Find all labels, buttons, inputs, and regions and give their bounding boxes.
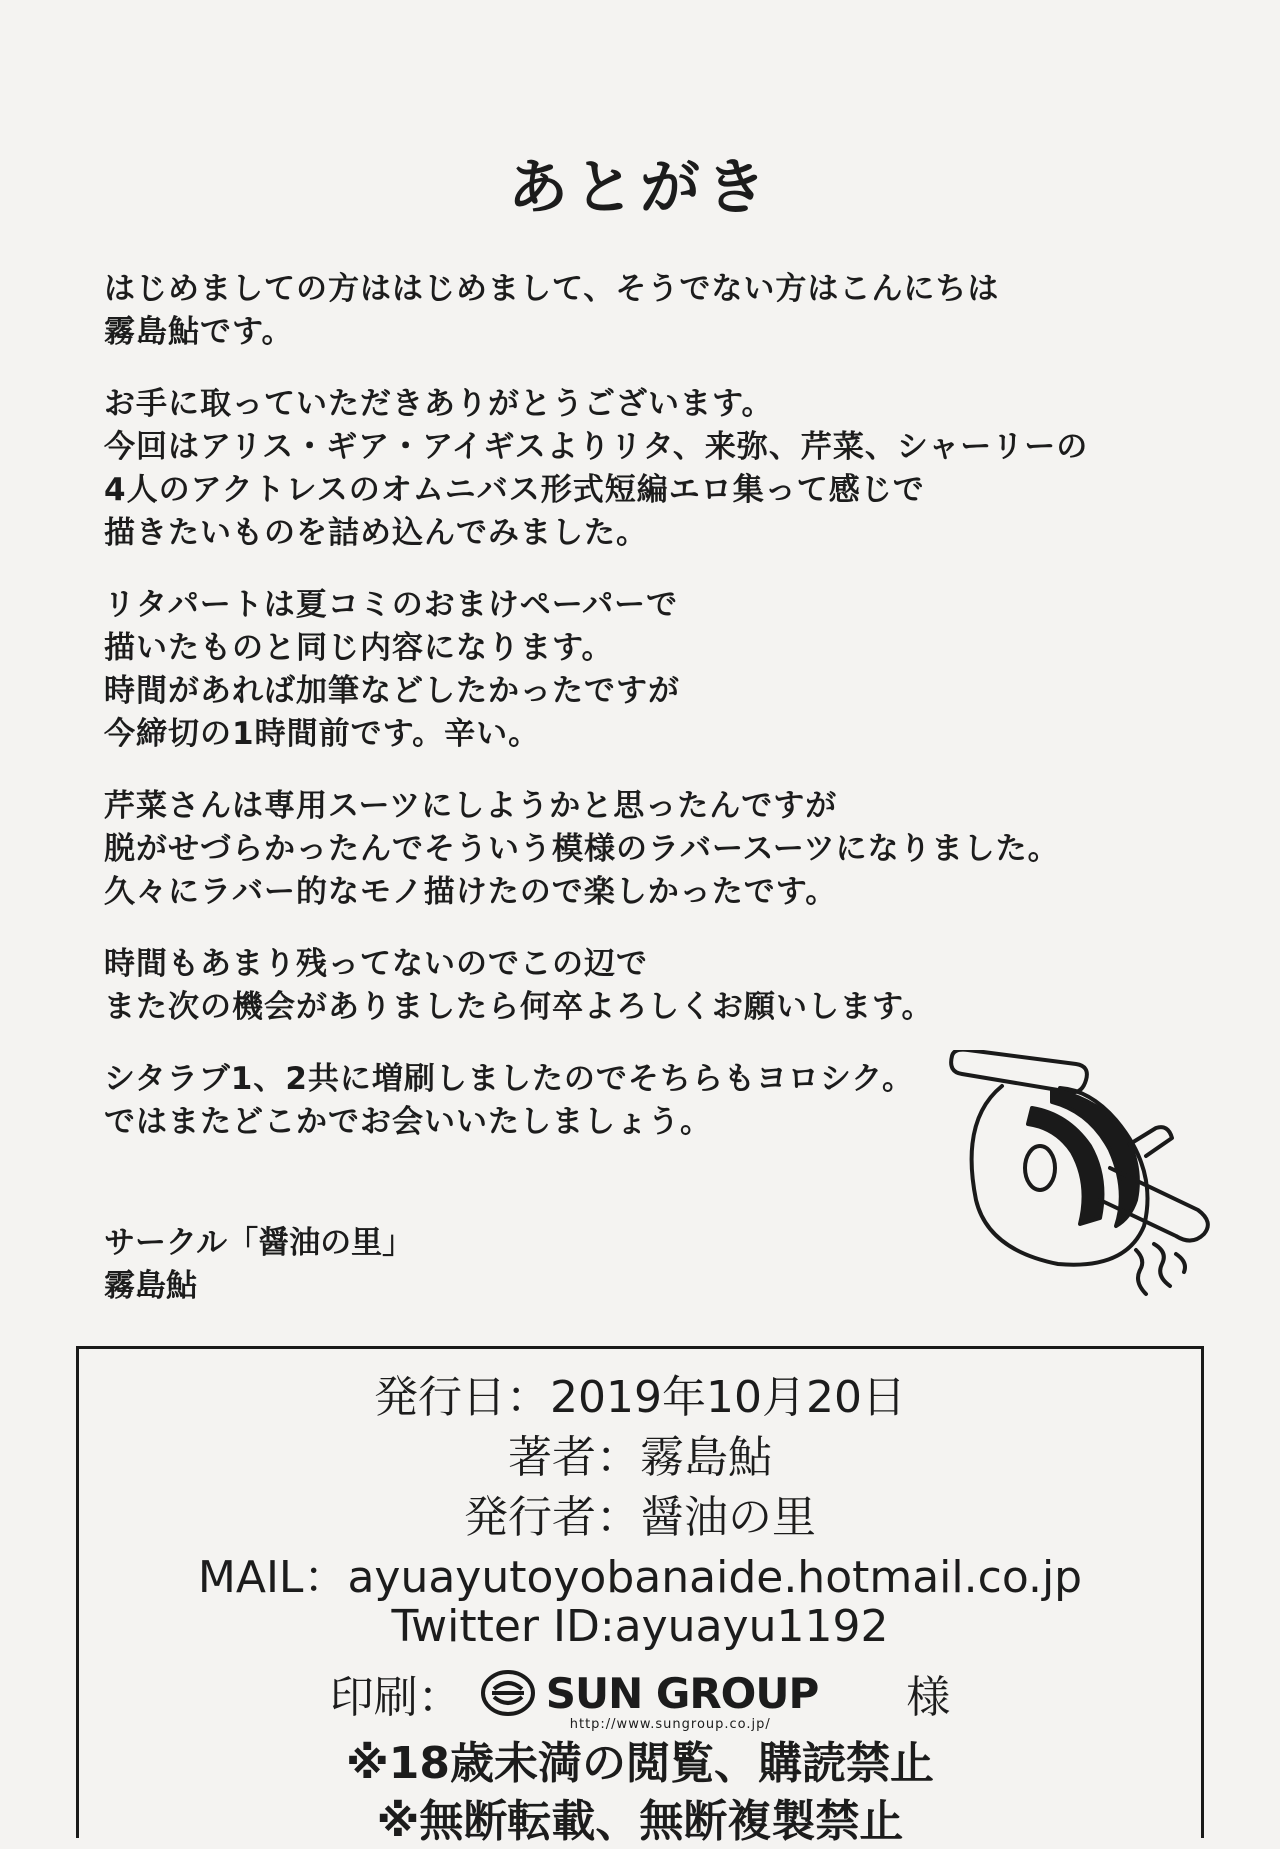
sun-group-logo-icon [480,1669,536,1717]
text-line: 時間があれば加筆などしたかったですが [104,673,680,709]
publisher-credit: 発行者：醤油の里 [464,1492,816,1543]
printer-info [329,1661,951,1732]
text-line: 4人のアクトレスのオムニバス形式短編エロ集って感じで [104,472,925,508]
age-notice: ※18歳未満の閲覧、購読禁止 [345,1738,934,1789]
page-title: あとがき [508,153,772,223]
printer-url: http://www.sungroup.co.jp/ [569,1716,771,1732]
text-line: 脱がせづらかったんでそういう模様のラバースーツになりました。 [104,831,1060,867]
soy-sauce-pot-drawing [940,1050,1240,1310]
text-line: お手に取っていただきありがとうございます。 [104,386,774,422]
text-line: ではまたどこかでお会いいたしましょう。 [104,1104,712,1140]
circle-name: サークル「醤油の里」 [104,1225,414,1261]
print-label: 印刷： [329,1672,462,1723]
text-line: 霧島鮎です。 [104,314,294,350]
twitter-id: Twitter ID:ayuayu1192 [391,1601,889,1652]
paragraph-thanks [104,383,1089,555]
publish-date: 発行日：2019年10月20日 [374,1372,906,1423]
text-line: 芹菜さんは専用スーツにしようかと思ったんですが [104,788,838,824]
colophon-box [76,1346,1204,1847]
text-line: 描きたいものを詰め込んでみました。 [104,515,648,551]
text-line: 久々にラバー的なモノ描けたので楽しかったです。 [104,874,838,910]
author-name: 霧島鮎 [104,1268,197,1304]
honorific: 様 [906,1672,951,1723]
afterword-body [104,268,1089,1173]
sun-group-logo [480,1668,819,1732]
text-line: 描いたものと同じ内容になります。 [104,630,614,666]
copy-notice: ※無断転載、無断複製禁止 [376,1796,904,1847]
text-line: 時間もあまり残ってないのでこの辺で [104,946,648,982]
text-line: はじめましての方ははじめまして、そうでない方はこんにちは [104,271,1000,307]
paragraph-greeting [104,268,1004,354]
mail-address: MAIL：ayuayutoyobanaide.hotmail.co.jp [197,1552,1083,1603]
printer-name: SUN GROUP [545,1668,819,1718]
text-line: 今回はアリス・ギア・アイギスよりリタ、来弥、芹菜、シャーリーの [104,429,1089,465]
paragraph-serina [104,785,1060,914]
signature [104,1222,413,1308]
paragraph-rita [104,584,1004,756]
paragraph-reprint [104,1058,1004,1144]
text-line: シタラブ1、2共に増刷しましたのでそちらもヨロシク。 [104,1061,915,1097]
paragraph-closing [104,943,1004,1029]
text-line: リタパートは夏コミのおまけペーパーで [104,587,679,623]
author-credit: 著者：霧島鮎 [508,1432,772,1483]
text-line: また次の機会がありましたら何卒よろしくお願いします。 [104,989,934,1025]
text-line: 今締切の1時間前です。辛い。 [104,716,541,752]
printer-row [79,1661,1201,1732]
